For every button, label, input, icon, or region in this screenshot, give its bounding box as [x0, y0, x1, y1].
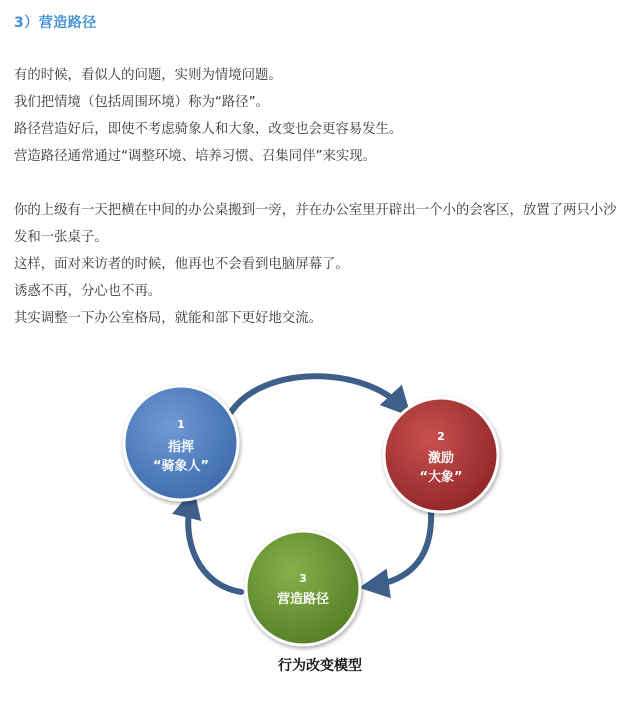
text-line: 营造路径通常通过“调整环境、培养习惯、召集同伴”来实现。: [14, 149, 377, 164]
circle-2-line1: 激励: [427, 451, 455, 466]
paragraph-group-1: [14, 62, 626, 170]
diagram-caption: 行为改变模型: [278, 658, 362, 674]
arrow-3-to-1: [188, 500, 241, 592]
paragraph-group-2: [14, 197, 626, 332]
text-line: 其实调整一下办公室格局，就能和部下更好地交流。: [14, 311, 322, 326]
arrow-2-to-3: [371, 510, 431, 586]
behavior-change-diagram: [113, 370, 527, 685]
circle-3-line1: 营造路径: [276, 592, 330, 607]
circle-3-path: [246, 531, 360, 645]
text-line: 路径营造好后，即使不考虑骑象人和大象，改变也会更容易发生。: [14, 122, 403, 137]
circle-1-line2: “骑象人”: [152, 459, 210, 474]
text-line: 这样，面对来访者的时候，他再也不会看到电脑屏幕了。: [14, 257, 349, 272]
text-line: 诱惑不再，分心也不再。: [14, 284, 162, 299]
text-line: 我们把情境（包括周围环境）称为“路径”。: [14, 95, 269, 110]
diagram-canvas: [113, 370, 527, 685]
text-line: 有的时候，看似人的问题，实则为情境问题。: [14, 68, 282, 83]
text-line: 你的上级有一天把横在中间的办公桌搬到一旁，并在办公室里开辟出一个小的会客区，放置了两只小沙发和一张桌子。: [14, 203, 617, 245]
section-heading: 3）营造路径: [14, 15, 97, 31]
circle-1-number: 1: [177, 418, 185, 431]
circle-2-number: 2: [437, 430, 445, 443]
circle-1-line1: 指挥: [167, 440, 195, 455]
circle-2-line2: “大象”: [419, 470, 463, 485]
circle-3-number: 3: [299, 572, 307, 585]
arrow-1-to-2: [231, 376, 403, 412]
